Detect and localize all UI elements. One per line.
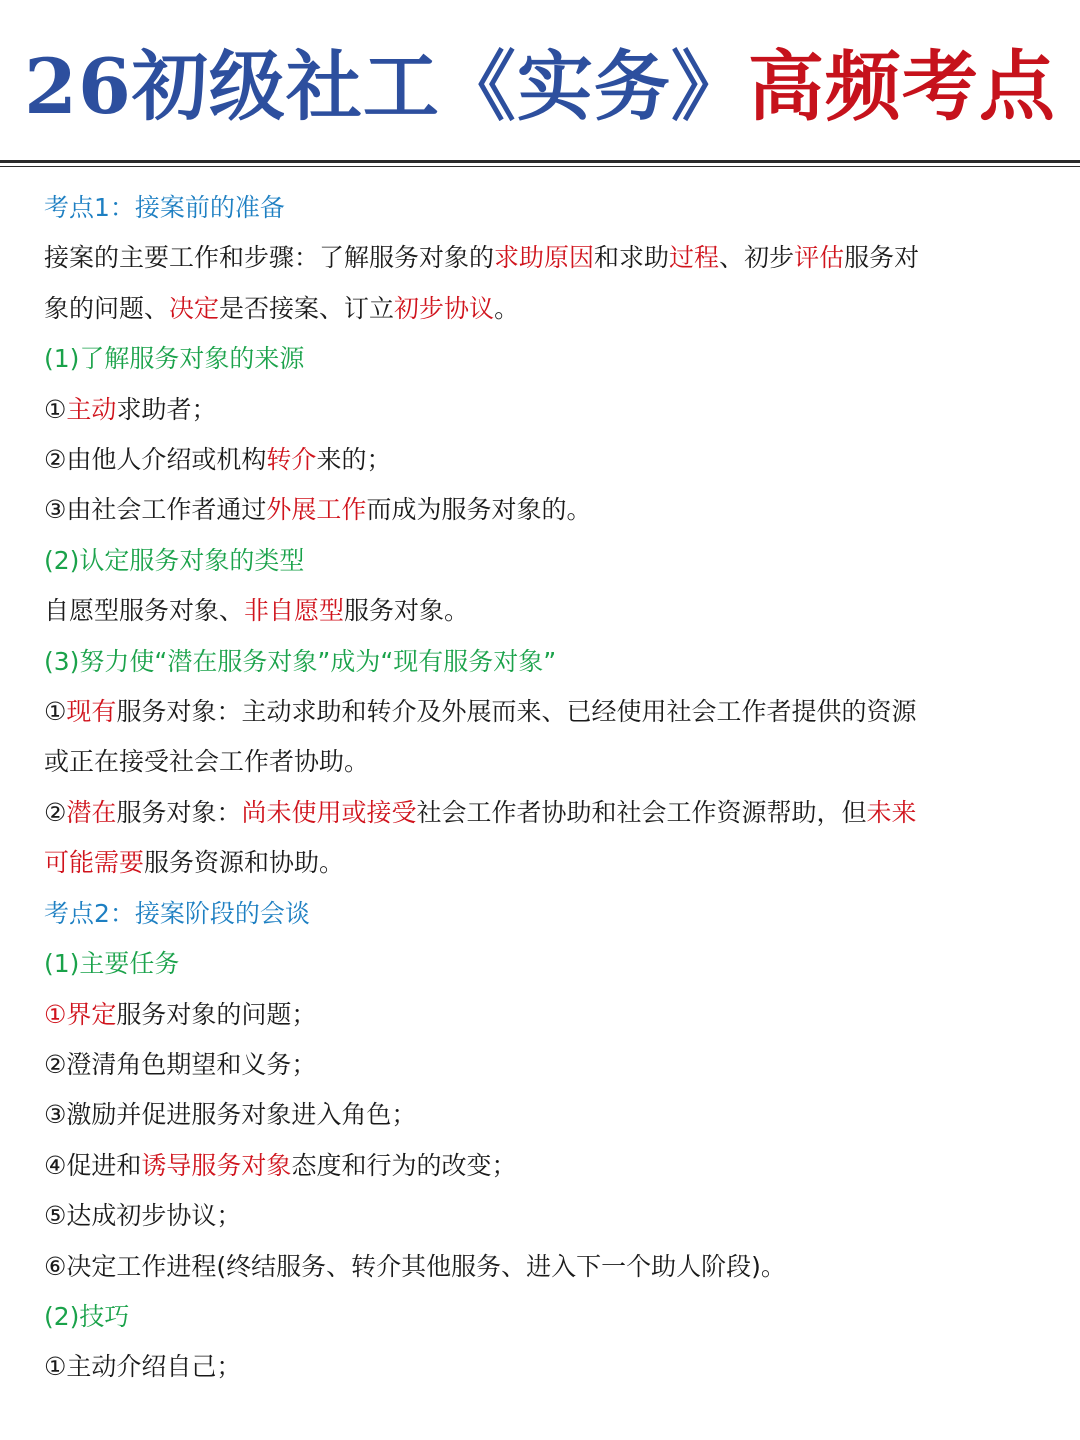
subsection-heading — [44, 536, 1036, 586]
text-line — [44, 233, 1036, 283]
text-line — [44, 1242, 1036, 1292]
text-segment: 考点1：接案前的准备 — [44, 193, 285, 222]
text-segment: 服务对象。 — [344, 596, 470, 626]
text-segment: 社会工作者协助和社会工作资源帮助，但 — [416, 797, 867, 827]
text-segment: ① — [44, 697, 67, 727]
text-segment: ②由他人介绍或机构 — [44, 445, 267, 475]
highlight-text: 尚未使用或接受 — [241, 797, 417, 827]
text-segment: 而成为服务对象的。 — [366, 495, 592, 525]
text-segment: ②澄清角色期望和义务； — [44, 1049, 317, 1079]
page-title — [0, 0, 1080, 160]
highlight-text: ①界定 — [44, 999, 117, 1029]
text-segment: 。 — [494, 293, 520, 323]
highlight-text: 潜在 — [66, 797, 117, 827]
text-segment: 服务对象：主动求助和转介及外展而来、已经使用社会工作者提供的资源 — [116, 697, 917, 727]
text-segment: 来的； — [316, 445, 392, 475]
text-line — [44, 1040, 1036, 1090]
highlight-text: 未来 — [866, 797, 917, 827]
text-segment: ①主动介绍自己； — [44, 1352, 242, 1382]
notes-body — [0, 167, 1080, 1393]
text-segment: ① — [44, 394, 67, 424]
text-segment: ② — [44, 797, 67, 827]
highlight-text: 初步协议 — [394, 293, 495, 323]
highlight-text: 过程 — [669, 243, 720, 273]
highlight-text: 现有 — [66, 697, 117, 727]
text-line — [44, 1090, 1036, 1140]
text-line — [44, 284, 1036, 334]
subsection-heading — [44, 637, 1036, 687]
text-segment: 态度和行为的改变； — [291, 1150, 517, 1180]
text-segment: ③由社会工作者通过 — [44, 495, 267, 525]
text-line — [44, 1342, 1036, 1392]
text-segment: 考点2：接案阶段的会谈 — [44, 898, 310, 928]
text-segment: ⑥决定工作进程(终结服务、转介其他服务、进入下一个助人阶段)。 — [44, 1251, 786, 1281]
subsection-heading — [44, 1292, 1036, 1342]
text-segment: (2)认定服务对象的类型 — [44, 545, 305, 575]
text-segment: 服务对 — [844, 243, 920, 273]
highlight-text: 求助原因 — [494, 243, 595, 273]
text-segment: (1)了解服务对象的来源 — [44, 344, 305, 374]
text-line — [44, 687, 1036, 737]
section-heading — [44, 889, 1036, 939]
text-segment: ④促进和 — [44, 1150, 142, 1180]
title-highlight: 高频考点 — [747, 41, 1056, 131]
highlight-text: 转介 — [266, 445, 317, 475]
highlight-text: 诱导服务对象 — [141, 1150, 292, 1180]
text-segment: 服务对象： — [116, 797, 242, 827]
text-segment: (1)主要任务 — [44, 949, 180, 979]
text-segment: 服务对象的问题； — [116, 999, 317, 1029]
text-segment: 接案的主要工作和步骤：了解服务对象的 — [44, 243, 495, 273]
highlight-text: 主动 — [66, 394, 117, 424]
highlight-text: 评估 — [794, 243, 845, 273]
title-divider-thick — [0, 160, 1080, 163]
subsection-heading — [44, 334, 1036, 384]
text-line — [44, 788, 1036, 838]
text-line — [44, 990, 1036, 1040]
text-segment: 象的问题、 — [44, 293, 170, 323]
text-segment: 服务资源和协助。 — [144, 848, 345, 878]
text-segment: (3)努力使“潜在服务对象”成为“现有服务对象” — [44, 646, 557, 676]
text-segment: 是否接案、订立 — [219, 293, 395, 323]
text-line — [44, 1141, 1036, 1191]
text-segment: (2)技巧 — [44, 1301, 130, 1331]
highlight-text: 非自愿型 — [244, 596, 345, 626]
text-segment: 自愿型服务对象、 — [44, 596, 245, 626]
text-line — [44, 435, 1036, 485]
text-line — [44, 586, 1036, 636]
text-line — [44, 385, 1036, 435]
text-line — [44, 737, 1036, 787]
text-line — [44, 485, 1036, 535]
highlight-text: 可能需要 — [44, 848, 145, 878]
highlight-text: 外展工作 — [266, 495, 367, 525]
title-main: 26初级社工《实务》 — [24, 41, 748, 131]
subsection-heading — [44, 939, 1036, 989]
text-segment: ⑤达成初步协议； — [44, 1201, 242, 1231]
text-segment: 、初步 — [719, 243, 795, 273]
text-line — [44, 838, 1036, 888]
highlight-text: 决定 — [169, 293, 220, 323]
text-segment: 求助者； — [116, 394, 217, 424]
text-segment: 和求助 — [594, 243, 670, 273]
text-segment: 或正在接受社会工作者协助。 — [44, 747, 370, 777]
section-heading — [44, 183, 1036, 233]
text-segment: ③激励并促进服务对象进入角色； — [44, 1100, 417, 1130]
text-line — [44, 1191, 1036, 1241]
